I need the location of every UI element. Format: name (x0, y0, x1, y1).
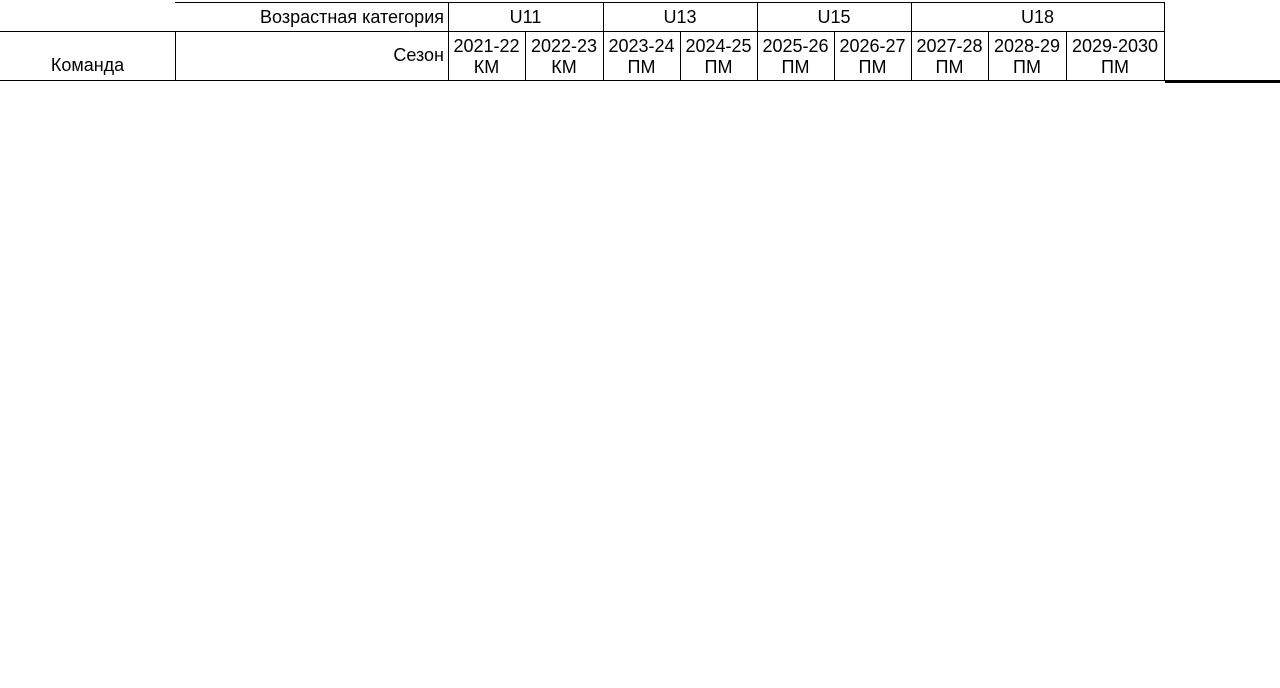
grid-line (0, 80, 1165, 81)
season-header (680, 33, 757, 80)
season-years: 2026-27 (839, 35, 906, 56)
grid-line (1066, 31, 1067, 81)
season-header (603, 33, 680, 80)
grid-line (175, 31, 176, 81)
season-label: Сезон (393, 45, 444, 65)
grid-line (757, 2, 758, 81)
grid-line (988, 31, 989, 81)
grid-line (603, 2, 604, 81)
grid-line (834, 31, 835, 81)
season-header (525, 33, 603, 80)
season-league: ПМ (858, 56, 887, 77)
grid-line (175, 2, 1165, 3)
season-league: КМ (473, 56, 500, 77)
grid-line (1164, 2, 1165, 81)
season-years: 2024-25 (685, 35, 752, 56)
grid-line (448, 2, 449, 81)
season-header (834, 33, 911, 80)
season-header (988, 33, 1066, 80)
grid-line (680, 31, 681, 81)
age-group-header: U11 (509, 6, 542, 27)
season-years: 2027-28 (916, 35, 983, 56)
grid-line (525, 31, 526, 81)
grid-line (1165, 80, 1280, 83)
age-category-label: Возрастная категория (260, 6, 444, 27)
season-league: ПМ (1013, 56, 1041, 77)
season-league: КМ (551, 56, 577, 77)
season-years: 2025-26 (762, 35, 829, 56)
team-column-header: Команда (50, 54, 125, 75)
season-header (911, 33, 988, 80)
season-league: ПМ (935, 56, 964, 77)
season-league: ПМ (627, 56, 656, 77)
age-group-header: U15 (817, 6, 851, 27)
season-years: 2021-22 (453, 35, 520, 56)
season-years: 2029-2030 (1071, 35, 1159, 56)
season-league: ПМ (704, 56, 733, 77)
age-group-header: U13 (663, 6, 697, 27)
season-league: ПМ (1101, 56, 1129, 77)
season-header (448, 33, 525, 80)
season-header (1066, 33, 1164, 80)
season-years: 2022-23 (530, 35, 598, 56)
season-league: ПМ (781, 56, 810, 77)
age-group-header: U18 (1020, 6, 1055, 27)
grid-line (911, 2, 912, 81)
season-header (757, 33, 834, 80)
season-years: 2028-29 (993, 35, 1061, 56)
season-years: 2023-24 (608, 35, 675, 56)
